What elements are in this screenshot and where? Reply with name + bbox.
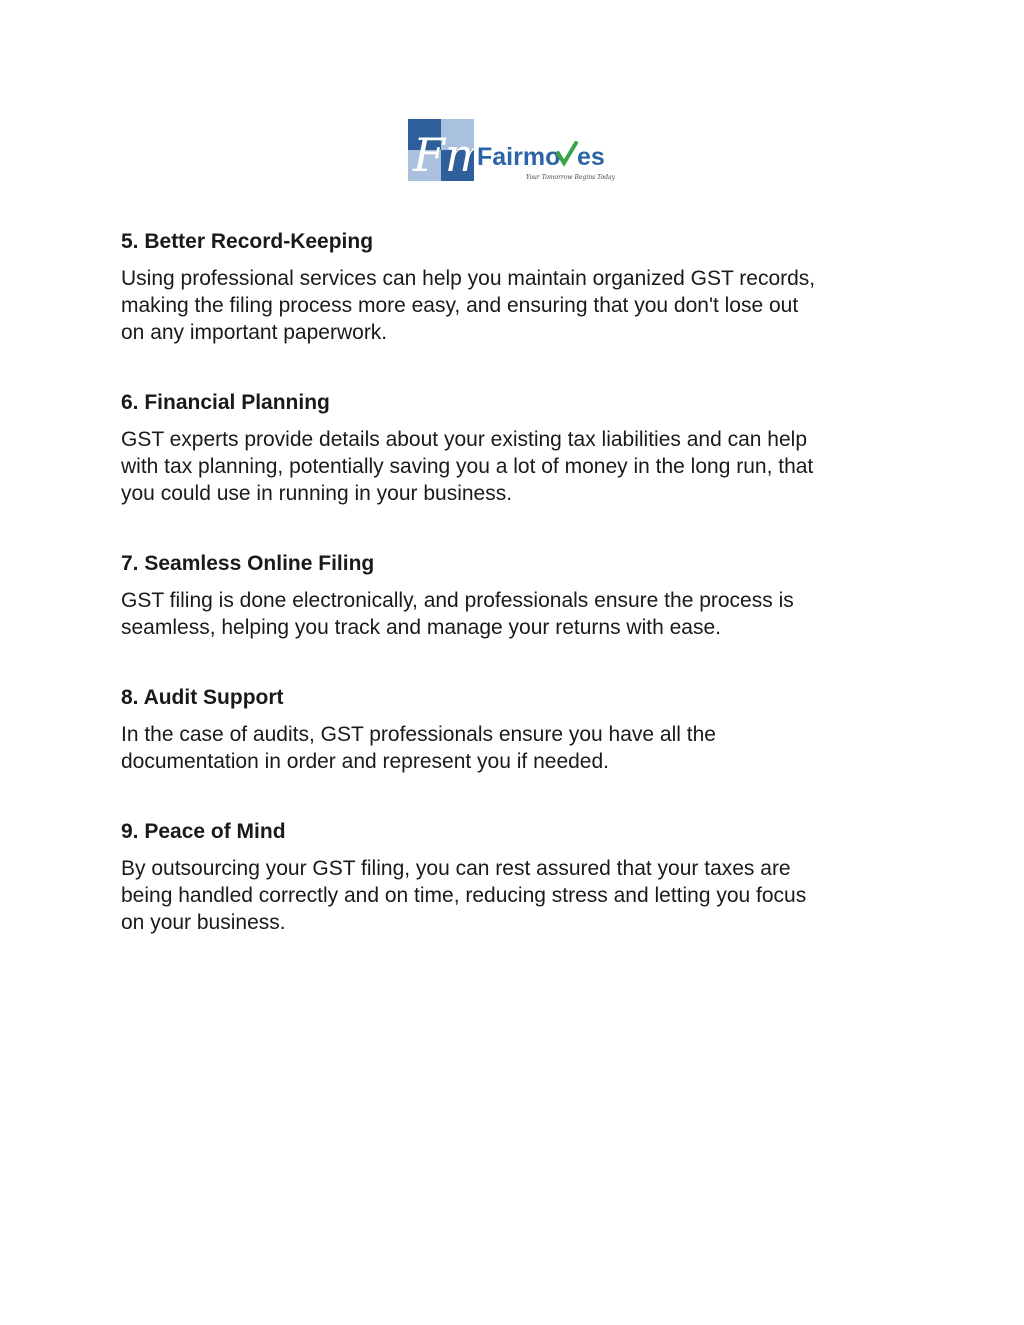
section-heading: 7. Seamless Online Filing xyxy=(121,552,375,575)
section-record-keeping xyxy=(121,228,911,346)
document-body xyxy=(121,228,911,979)
logo-monogram: Fm xyxy=(413,128,489,182)
section-paragraph: In the case of audits, GST professionals ensure you have all the documentation in order and represent you if needed. xyxy=(121,723,716,773)
logo-tagline: Your Tomorrow Begins Today xyxy=(526,174,616,181)
section-paragraph: GST filing is done electronically, and professionals ensure the process is seamless, helping you track and manage your returns with ease. xyxy=(121,589,794,639)
section-paragraph: By outsourcing your GST filing, you can rest assured that your taxes are being handled correctly and on time, reducing stress and letting you focus on your business. xyxy=(121,857,807,934)
section-paragraph: GST experts provide details about your existing tax liabilities and can help with tax planning, potentially saving you a lot of money in the long run, that you could use in running in your business. xyxy=(121,428,814,505)
section-heading: 9. Peace of Mind xyxy=(121,820,286,843)
fairmoves-logo xyxy=(408,119,618,183)
section-peace-of-mind xyxy=(121,818,911,936)
section-financial-planning xyxy=(121,389,911,507)
section-heading: 5. Better Record-Keeping xyxy=(121,230,374,253)
section-paragraph: Using professional services can help you maintain organized GST records, making the filing process more easy, and ensuring that you don't lose out on any important paperwork. xyxy=(121,267,816,344)
section-online-filing xyxy=(121,550,911,641)
section-heading: 8. Audit Support xyxy=(121,686,284,709)
logo-brand-name: Fairmo xyxy=(477,143,561,171)
section-audit-support xyxy=(121,684,911,775)
section-heading: 6. Financial Planning xyxy=(121,391,330,414)
svg-text:es: es xyxy=(577,143,605,171)
logo-check-mark xyxy=(558,143,576,163)
